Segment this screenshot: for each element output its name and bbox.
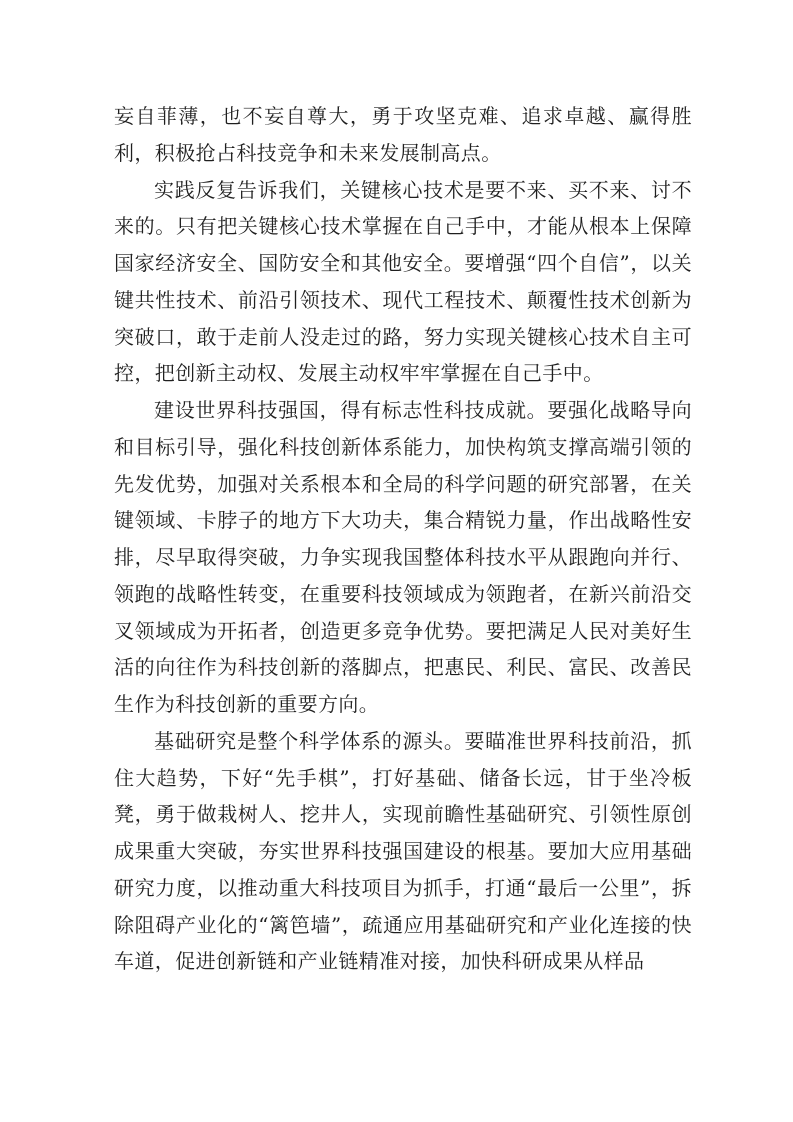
paragraph-continuation: 妄自菲薄，也不妄自尊大，勇于攻坚克难、追求卓越、赢得胜利，积极抢占科技竞争和未来发展制高点。: [114, 104, 692, 165]
paragraph: 建设世界科技强国，得有标志性科技成就。要强化战略导向和目标引导，强化科技创新体系能力，加快构筑支撑高端引领的先发优势，加强对关系根本和全局的科学问题的研究部署，在关键领域、卡脖子的地方下大功夫，集合精锐力量，作出战略性安排，尽早取得突破，力争实现我国整体科技水平从跟跑向并行、领跑的战略性转变，在重要科技领域成为领跑者，在新兴前沿交叉领域成为开拓者，创造更多竞争优势。要把满足人民对美好生活的向往作为科技创新的落脚点，把惠民、利民、富民、改善民生作为科技创新的重要方向。: [114, 398, 692, 716]
paragraph: 实践反复告诉我们，关键核心技术是要不来、买不来、讨不来的。只有把关键核心技术掌握在自己手中，才能从根本上保障国家经济安全、国防安全和其他安全。要增强“四个自信”，以关键共性技术、前沿引领技术、现代工程技术、颠覆性技术创新为突破口，敢于走前人没走过的路，努力实现关键核心技术自主可控，把创新主动权、发展主动权牢牢掌握在自己手中。: [114, 177, 692, 386]
paragraph: 基础研究是整个科学体系的源头。要瞄准世界科技前沿，抓住大趋势，下好“先手棋”，打好基础、储备长远，甘于坐冷板凳，勇于做栽树人、挖井人，实现前瞻性基础研究、引领性原创成果重大突破，夯实世界科技强国建设的根基。要加大应用基础研究力度，以推动重大科技项目为抓手，打通“最后一公里”，拆除阻碍产业化的“篱笆墙”，疏通应用基础研究和产业化连接的快车道，促进创新链和产业链精准对接，加快科研成果从样品: [114, 728, 692, 974]
document-text-block: [114, 98, 692, 980]
